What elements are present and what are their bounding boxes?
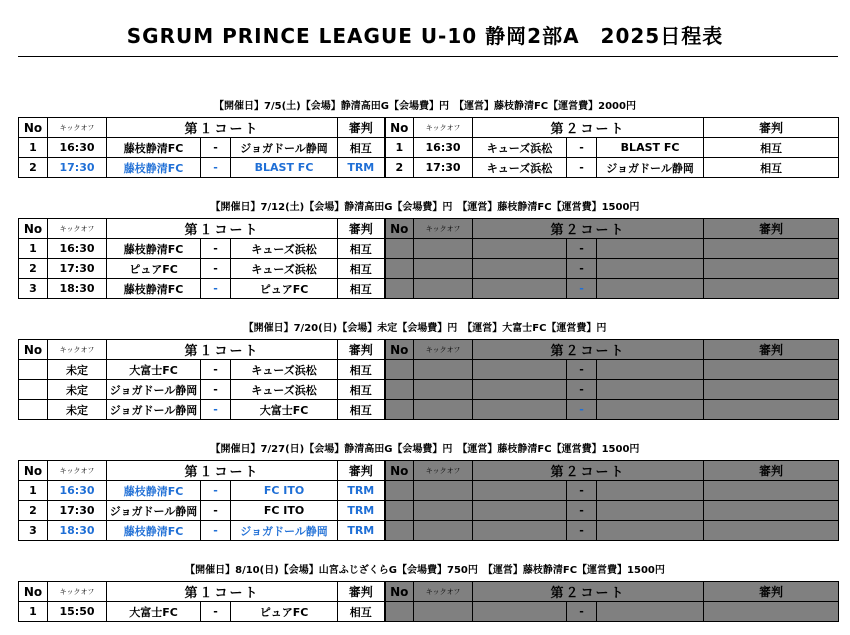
court2-header: 第２コート xyxy=(473,340,704,360)
empty-cell xyxy=(473,279,567,299)
col-no: No xyxy=(19,582,48,602)
away-team: ジョガドール静岡 xyxy=(231,521,338,541)
col-no: No xyxy=(385,340,414,360)
away-team: FC ITO xyxy=(231,501,338,521)
empty-cell xyxy=(385,360,414,380)
round-info: 【開催日】8/10(日)【会場】山宮ふじざくらG【会場費】750円 【運営】藤枝静清FC【運営費】1500円 xyxy=(185,565,665,576)
versus-dash: - xyxy=(567,481,597,501)
col-kickoff: キックオフ xyxy=(48,118,107,138)
col-referee: 審判 xyxy=(338,118,385,138)
header-row xyxy=(19,461,839,481)
schedule-table xyxy=(18,339,839,420)
col-kickoff: キックオフ xyxy=(48,582,107,602)
col-kickoff: キックオフ xyxy=(414,219,473,239)
round-info: 【開催日】7/12(土)【会場】静清高田G【会場費】円 【運営】藤枝静清FC【運営費】1500円 xyxy=(210,202,640,213)
col-no: No xyxy=(385,219,414,239)
referee: 相互 xyxy=(338,259,385,279)
empty-cell xyxy=(704,501,839,521)
col-referee: 審判 xyxy=(704,118,839,138)
col-kickoff: キックオフ xyxy=(414,118,473,138)
court1-header: 第１コート xyxy=(107,219,338,239)
empty-cell xyxy=(414,360,473,380)
col-no: No xyxy=(385,118,414,138)
away-team: ジョガドール静岡 xyxy=(231,138,338,158)
referee: 相互 xyxy=(338,380,385,400)
match-no: 2 xyxy=(19,501,48,521)
empty-cell xyxy=(597,501,704,521)
empty-cell xyxy=(473,602,567,622)
home-team: 藤枝静清FC xyxy=(107,279,201,299)
col-referee: 審判 xyxy=(704,582,839,602)
empty-cell xyxy=(414,521,473,541)
versus-dash: - xyxy=(567,501,597,521)
court2-header: 第２コート xyxy=(473,582,704,602)
empty-cell xyxy=(414,279,473,299)
col-no: No xyxy=(385,461,414,481)
home-team: ジョガドール静岡 xyxy=(107,400,201,420)
kickoff-time: 18:30 xyxy=(48,279,107,299)
round-info: 【開催日】7/27(日)【会場】静清高田G【会場費】円 【運営】藤枝静清FC【運営費】1500円 xyxy=(210,444,640,455)
kickoff-time: 未定 xyxy=(48,400,107,420)
empty-cell xyxy=(414,501,473,521)
kickoff-time: 17:30 xyxy=(48,158,107,178)
court2-header: 第２コート xyxy=(473,461,704,481)
table-row xyxy=(19,481,839,501)
versus-dash: - xyxy=(567,602,597,622)
empty-cell xyxy=(597,239,704,259)
empty-cell xyxy=(597,279,704,299)
match-no: 1 xyxy=(19,602,48,622)
home-team: 藤枝静清FC xyxy=(107,481,201,501)
away-team: BLAST FC xyxy=(597,138,704,158)
empty-cell xyxy=(385,279,414,299)
empty-cell xyxy=(704,259,839,279)
referee: TRM xyxy=(338,158,385,178)
col-no: No xyxy=(19,340,48,360)
kickoff-time: 18:30 xyxy=(48,521,107,541)
kickoff-time: 未定 xyxy=(48,380,107,400)
empty-cell xyxy=(704,481,839,501)
empty-cell xyxy=(704,602,839,622)
table-row xyxy=(19,239,839,259)
away-team: ピュアFC xyxy=(231,279,338,299)
referee: 相互 xyxy=(338,138,385,158)
empty-cell xyxy=(704,521,839,541)
col-no: No xyxy=(19,118,48,138)
home-team: 大富士FC xyxy=(107,602,201,622)
empty-cell xyxy=(385,239,414,259)
empty-cell xyxy=(414,400,473,420)
court1-header: 第１コート xyxy=(107,582,338,602)
kickoff-time: 15:50 xyxy=(48,602,107,622)
referee: 相互 xyxy=(338,400,385,420)
empty-cell xyxy=(597,400,704,420)
kickoff-time: 16:30 xyxy=(48,481,107,501)
referee: TRM xyxy=(338,481,385,501)
table-row xyxy=(19,501,839,521)
versus-dash: - xyxy=(201,360,231,380)
home-team: キューズ浜松 xyxy=(473,138,567,158)
empty-cell xyxy=(414,602,473,622)
empty-cell xyxy=(597,521,704,541)
col-no: No xyxy=(385,582,414,602)
match-no: 2 xyxy=(19,259,48,279)
away-team: BLAST FC xyxy=(231,158,338,178)
versus-dash: - xyxy=(201,521,231,541)
away-team: キューズ浜松 xyxy=(231,360,338,380)
match-no: 1 xyxy=(19,138,48,158)
versus-dash: - xyxy=(201,138,231,158)
empty-cell xyxy=(414,239,473,259)
empty-cell xyxy=(473,259,567,279)
home-team: 大富士FC xyxy=(107,360,201,380)
round-info: 【開催日】7/5(土)【会場】静清高田G【会場費】円 【運営】藤枝静清FC【運営費】2000円 xyxy=(214,101,636,112)
empty-cell xyxy=(473,360,567,380)
empty-cell xyxy=(414,380,473,400)
match-no: 1 xyxy=(385,138,414,158)
versus-dash: - xyxy=(201,239,231,259)
col-kickoff: キックオフ xyxy=(414,340,473,360)
table-row xyxy=(19,158,839,178)
kickoff-time: 17:30 xyxy=(48,501,107,521)
versus-dash: - xyxy=(201,481,231,501)
kickoff-time: 17:30 xyxy=(414,158,473,178)
versus-dash: - xyxy=(201,380,231,400)
empty-cell xyxy=(385,380,414,400)
empty-cell xyxy=(597,259,704,279)
match-no: 1 xyxy=(19,239,48,259)
col-referee: 審判 xyxy=(704,461,839,481)
kickoff-time: 16:30 xyxy=(414,138,473,158)
empty-cell xyxy=(597,481,704,501)
court2-header: 第２コート xyxy=(473,219,704,239)
away-team: キューズ浜松 xyxy=(231,239,338,259)
empty-cell xyxy=(385,501,414,521)
header-row xyxy=(19,219,839,239)
empty-cell xyxy=(704,239,839,259)
col-referee: 審判 xyxy=(338,582,385,602)
empty-cell xyxy=(473,521,567,541)
page-title: SGRUM PRINCE LEAGUE U-10 静岡2部A 2025日程表 xyxy=(126,24,724,48)
versus-dash: - xyxy=(201,602,231,622)
versus-dash: - xyxy=(201,279,231,299)
empty-cell xyxy=(597,380,704,400)
versus-dash: - xyxy=(201,400,231,420)
col-kickoff: キックオフ xyxy=(48,461,107,481)
versus-dash: - xyxy=(567,279,597,299)
versus-dash: - xyxy=(567,360,597,380)
match-no: 2 xyxy=(19,158,48,178)
court1-header: 第１コート xyxy=(107,118,338,138)
match-no: 3 xyxy=(19,521,48,541)
away-team: 大富士FC xyxy=(231,400,338,420)
header-row xyxy=(19,582,839,602)
schedule-table xyxy=(18,117,839,178)
col-no: No xyxy=(19,461,48,481)
home-team: ピュアFC xyxy=(107,259,201,279)
empty-cell xyxy=(385,481,414,501)
empty-cell xyxy=(473,400,567,420)
table-row xyxy=(19,521,839,541)
versus-dash: - xyxy=(567,521,597,541)
table-row xyxy=(19,259,839,279)
kickoff-time: 未定 xyxy=(48,360,107,380)
col-referee: 審判 xyxy=(704,340,839,360)
away-team: FC ITO xyxy=(231,481,338,501)
versus-dash: - xyxy=(201,259,231,279)
empty-cell xyxy=(385,400,414,420)
versus-dash: - xyxy=(567,239,597,259)
empty-cell xyxy=(704,380,839,400)
empty-cell xyxy=(414,481,473,501)
versus-dash: - xyxy=(201,158,231,178)
referee: 相互 xyxy=(338,279,385,299)
empty-cell xyxy=(473,380,567,400)
court1-header: 第１コート xyxy=(107,340,338,360)
empty-cell xyxy=(597,360,704,380)
home-team: 藤枝静清FC xyxy=(107,138,201,158)
referee: 相互 xyxy=(338,239,385,259)
empty-cell xyxy=(385,259,414,279)
empty-cell xyxy=(473,481,567,501)
versus-dash: - xyxy=(567,380,597,400)
empty-cell xyxy=(414,259,473,279)
match-no xyxy=(19,400,48,420)
kickoff-time: 17:30 xyxy=(48,259,107,279)
empty-cell xyxy=(473,501,567,521)
referee: 相互 xyxy=(338,360,385,380)
kickoff-time: 16:30 xyxy=(48,239,107,259)
home-team: 藤枝静清FC xyxy=(107,158,201,178)
referee: TRM xyxy=(338,521,385,541)
empty-cell xyxy=(597,602,704,622)
table-row xyxy=(19,138,839,158)
away-team: キューズ浜松 xyxy=(231,380,338,400)
home-team: 藤枝静清FC xyxy=(107,521,201,541)
round-info: 【開催日】7/20(日)【会場】未定【会場費】円 【運営】大富士FC【運営費】円 xyxy=(243,323,607,334)
table-row xyxy=(19,380,839,400)
empty-cell xyxy=(704,360,839,380)
col-kickoff: キックオフ xyxy=(48,219,107,239)
away-team: ジョガドール静岡 xyxy=(597,158,704,178)
versus-dash: - xyxy=(567,259,597,279)
header-row xyxy=(19,118,839,138)
kickoff-time: 16:30 xyxy=(48,138,107,158)
col-referee: 審判 xyxy=(338,219,385,239)
versus-dash: - xyxy=(567,158,597,178)
empty-cell xyxy=(385,602,414,622)
table-row xyxy=(19,279,839,299)
versus-dash: - xyxy=(567,138,597,158)
home-team: ジョガドール静岡 xyxy=(107,501,201,521)
table-row xyxy=(19,602,839,622)
home-team: ジョガドール静岡 xyxy=(107,380,201,400)
table-row xyxy=(19,400,839,420)
empty-cell xyxy=(704,400,839,420)
col-referee: 審判 xyxy=(338,340,385,360)
col-referee: 審判 xyxy=(338,461,385,481)
away-team: ピュアFC xyxy=(231,602,338,622)
match-no: 1 xyxy=(19,481,48,501)
table-row xyxy=(19,360,839,380)
title-underline xyxy=(18,56,838,57)
away-team: キューズ浜松 xyxy=(231,259,338,279)
match-no: 2 xyxy=(385,158,414,178)
col-kickoff: キックオフ xyxy=(48,340,107,360)
col-kickoff: キックオフ xyxy=(414,582,473,602)
match-no: 3 xyxy=(19,279,48,299)
court2-header: 第２コート xyxy=(473,118,704,138)
referee: TRM xyxy=(338,501,385,521)
referee: 相互 xyxy=(338,602,385,622)
schedule-table xyxy=(18,581,839,622)
col-kickoff: キックオフ xyxy=(414,461,473,481)
referee: 相互 xyxy=(704,138,839,158)
court1-header: 第１コート xyxy=(107,461,338,481)
col-referee: 審判 xyxy=(704,219,839,239)
referee: 相互 xyxy=(704,158,839,178)
col-no: No xyxy=(19,219,48,239)
schedule-table xyxy=(18,218,839,299)
header-row xyxy=(19,340,839,360)
home-team: 藤枝静清FC xyxy=(107,239,201,259)
schedule-table xyxy=(18,460,839,541)
home-team: キューズ浜松 xyxy=(473,158,567,178)
match-no xyxy=(19,360,48,380)
match-no xyxy=(19,380,48,400)
empty-cell xyxy=(704,279,839,299)
versus-dash: - xyxy=(567,400,597,420)
versus-dash: - xyxy=(201,501,231,521)
empty-cell xyxy=(473,239,567,259)
empty-cell xyxy=(385,521,414,541)
